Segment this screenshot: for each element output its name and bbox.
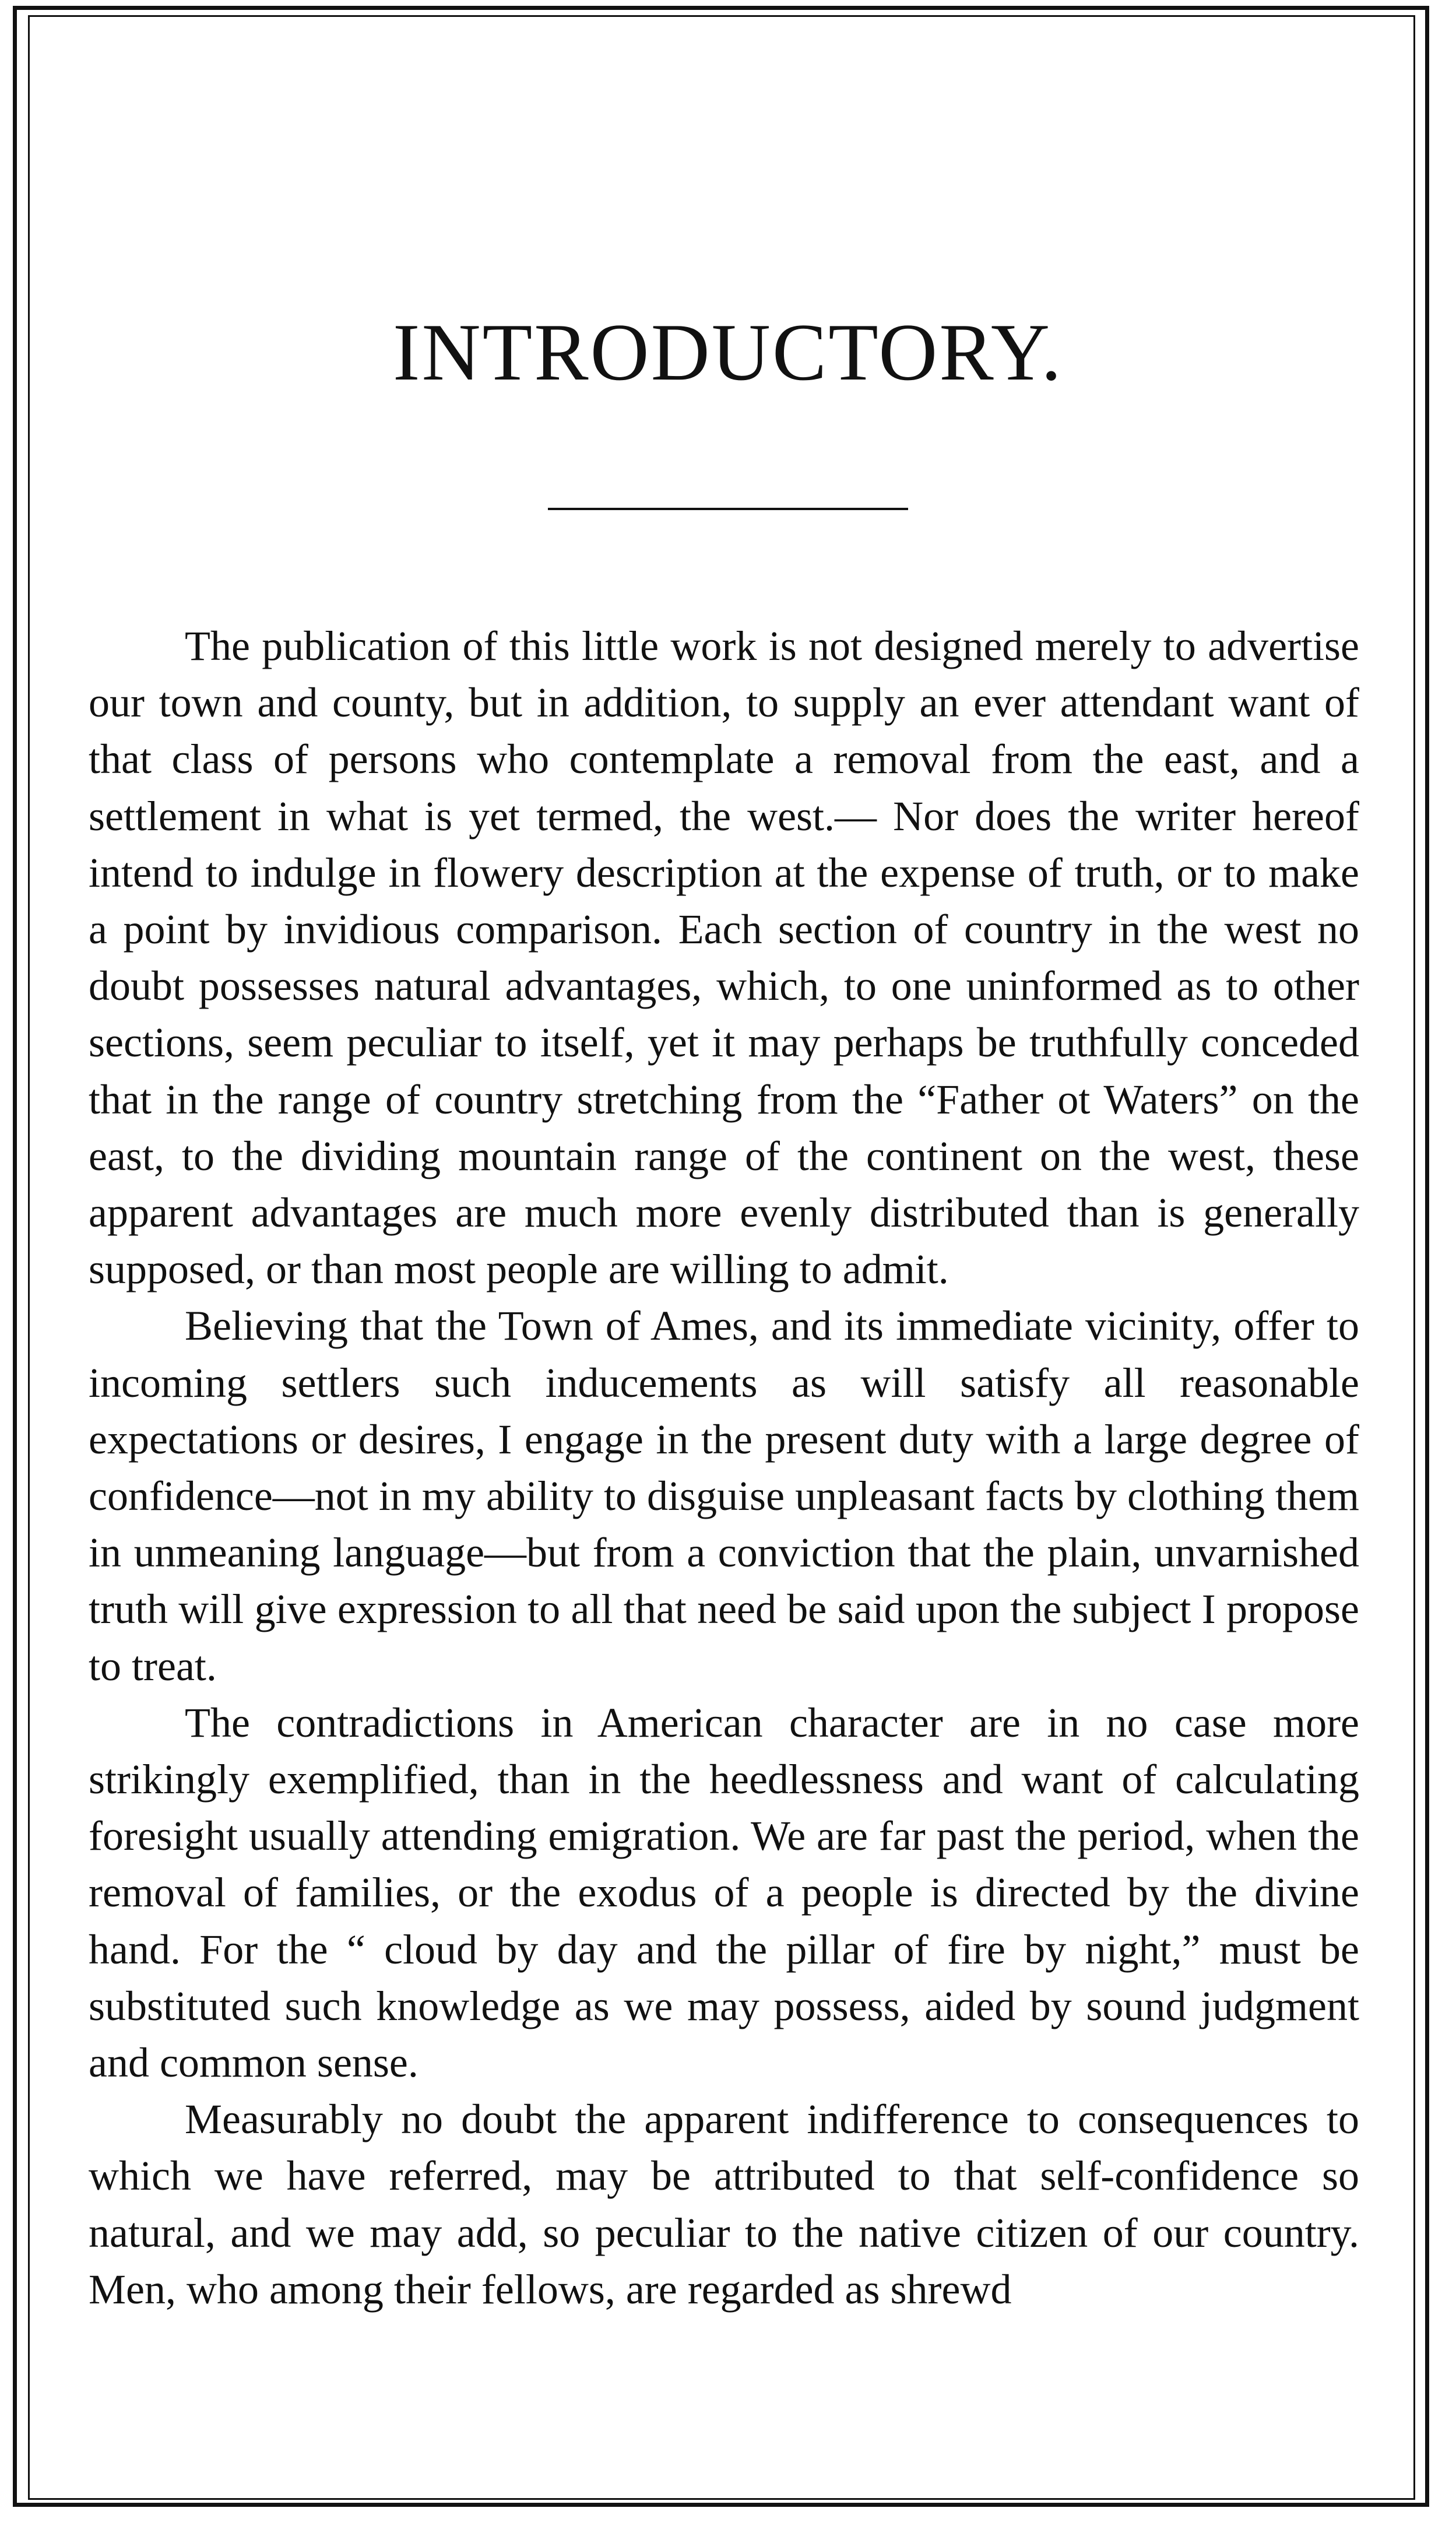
paragraph-2: Believing that the Town of Ames, and its immediate vicinity, offer to incoming settlers such inducements as will satisfy all reasonable expectations or desires, I engage in the present duty with a large degree of confidence—not in my ability to disguise unpleasant facts by clothing them in unmeaning language—but from a conviction that the plain, unvarnished truth will give expression to all that need be said upon the subject I propose to treat. [89,1302,1359,1689]
paragraph-4: Measurably no doubt the apparent indifference to consequences to which we have referred, may be attributed to that self-confidence so natural, and we may add, so peculiar to the native citizen of our country. Men, who among their fellows, are regarded as shrewd [89,2096,1359,2313]
paragraph-3: The contradictions in American character are in no case more strikingly exemplified, than in the heedlessness and want of calculating foresight usually attending emigration. We are far past the period, when the removal of families, or the exodus of a people is directed by the divine hand. For the “ cloud by day and the pillar of fire by night,” must be substituted such knowledge as we may possess, aided by sound judgment and common sense. [89,1699,1359,2087]
body-text [89,618,1359,2318]
title-rule [548,508,908,510]
paragraph-1: The publication of this little work is not designed merely to advertise our town and county, but in addition, to supply an ever attendant want of that class of persons who contemplate a removal from the east, and a settlement in what is yet termed, the west.— Nor does the writer hereof intend to indulge in flowery description at the expense of truth, or to make a point by invidious comparison. Each section of country in the west no doubt possesses natural advantages, which, to one uninformed as to other sections, seem peculiar to itself, yet it may perhaps be truthfully conceded that in the range of country stretching from the “Father ot Waters” on the east, to the dividing mountain range of the continent on the west, these apparent advantages are much more evenly distributed than is generally supposed, or than most people are willing to admit. [89,623,1359,1293]
page-title: INTRODUCTORY. [392,307,1064,398]
